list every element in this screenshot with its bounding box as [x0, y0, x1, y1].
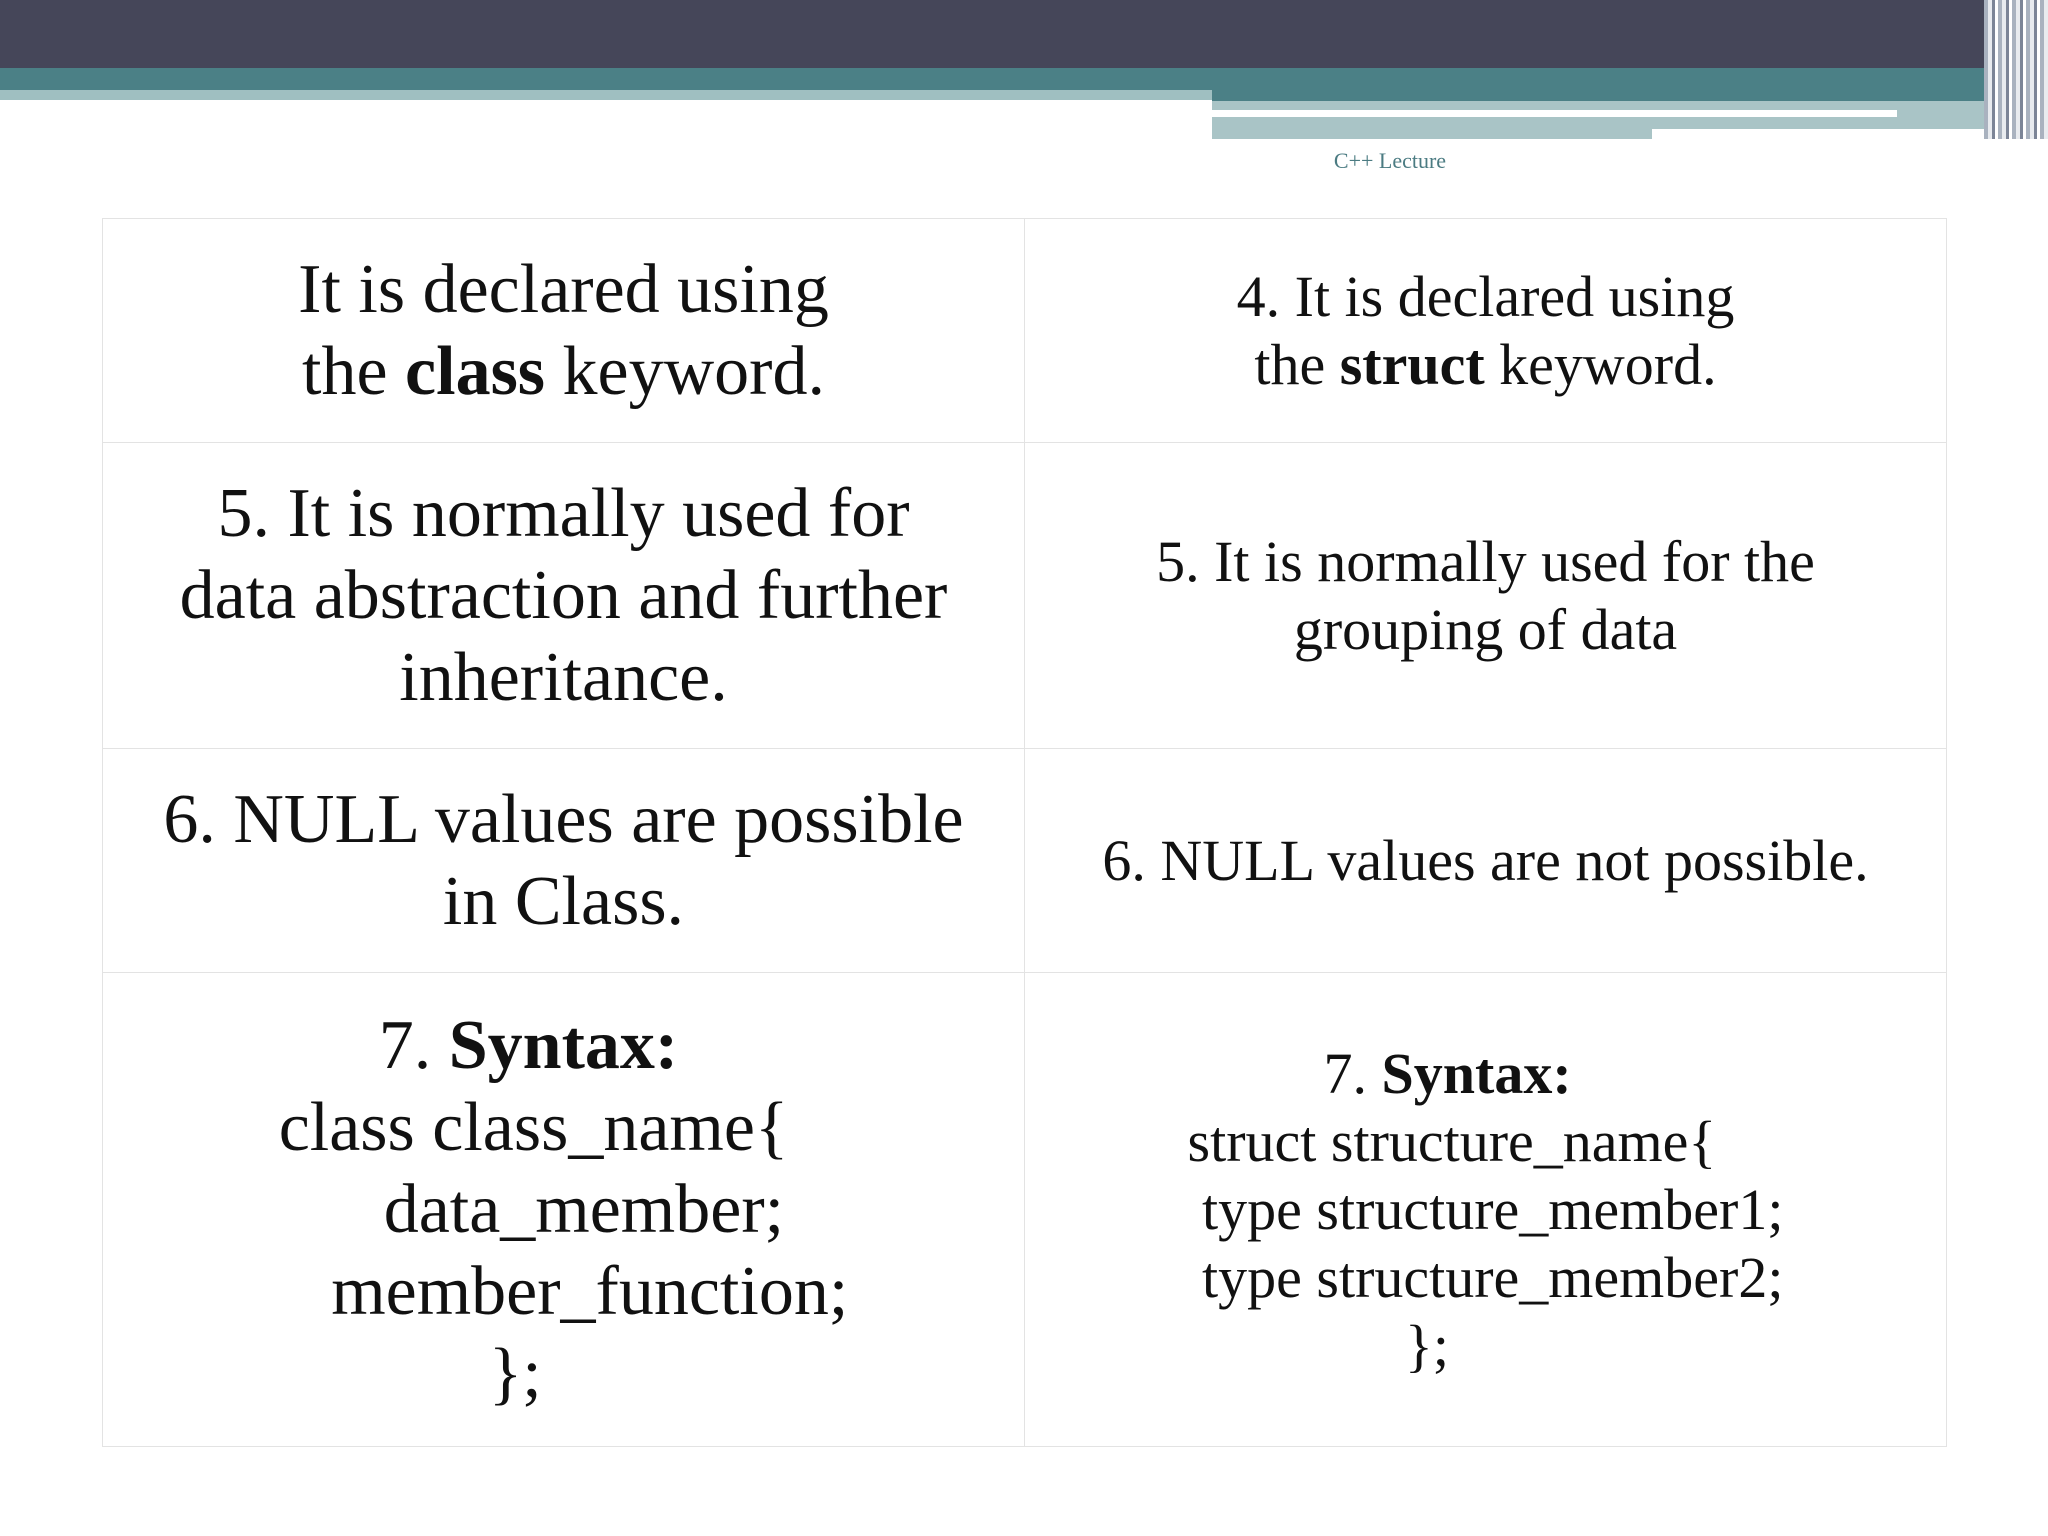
- syntax-heading: Syntax:: [448, 1006, 679, 1084]
- cell-text: 6. NULL values are possible in Class.: [163, 780, 964, 940]
- header-bar-dark: [0, 0, 2048, 68]
- header-bar-teal-left: [0, 68, 1212, 90]
- table-row: [103, 443, 1947, 749]
- code-line: class class_name{: [278, 1088, 789, 1166]
- cell-text: 5. It is normally used for the grouping of data: [1156, 528, 1815, 662]
- struct-syntax-block: [1188, 1040, 1784, 1380]
- cell-text: 5. It is normally used for data abstraction and further inheritance.: [179, 474, 948, 716]
- lecture-label: C++ Lecture: [1333, 148, 1447, 173]
- cell-prefix: It is declared using the: [298, 250, 829, 410]
- cell-prefix: 4. It is declared using the: [1236, 263, 1735, 397]
- struct-cell-syntax: [1025, 973, 1947, 1447]
- header-accent-line: [1212, 110, 1897, 117]
- table-row: [103, 973, 1947, 1447]
- code-line: };: [1187, 1312, 1449, 1378]
- code-line: struct structure_name{: [1187, 1108, 1717, 1174]
- cell-suffix: keyword.: [1484, 331, 1717, 397]
- header-stripes: [1984, 0, 2048, 139]
- class-cell-syntax: [103, 973, 1025, 1447]
- keyword-struct: struct: [1339, 331, 1485, 397]
- code-line: type structure_member1;: [1187, 1176, 1784, 1242]
- header-bar-teal-right: [1212, 68, 2048, 101]
- struct-cell-declaration: [1025, 219, 1947, 443]
- class-syntax-block: [279, 1005, 849, 1415]
- class-cell-usage: [103, 443, 1025, 749]
- code-line: data_member;: [278, 1170, 785, 1248]
- syntax-heading-num: 7.: [1323, 1040, 1382, 1106]
- code-line: member_function;: [278, 1252, 849, 1330]
- syntax-heading-num: 7.: [378, 1006, 449, 1084]
- header-bar-light-left: [0, 90, 1212, 100]
- table-row: [103, 749, 1947, 973]
- table-row: [103, 219, 1947, 443]
- cell-text: 6. NULL values are not possible.: [1102, 827, 1869, 893]
- class-cell-null: [103, 749, 1025, 973]
- keyword-class: class: [405, 332, 546, 410]
- struct-cell-null: [1025, 749, 1947, 973]
- comparison-table: [102, 218, 1947, 1447]
- class-cell-declaration: [103, 219, 1025, 443]
- cell-suffix: keyword.: [545, 332, 825, 410]
- code-line: };: [278, 1334, 542, 1412]
- syntax-heading: Syntax:: [1381, 1040, 1572, 1106]
- struct-cell-usage: [1025, 443, 1947, 749]
- code-line: type structure_member2;: [1187, 1244, 1784, 1310]
